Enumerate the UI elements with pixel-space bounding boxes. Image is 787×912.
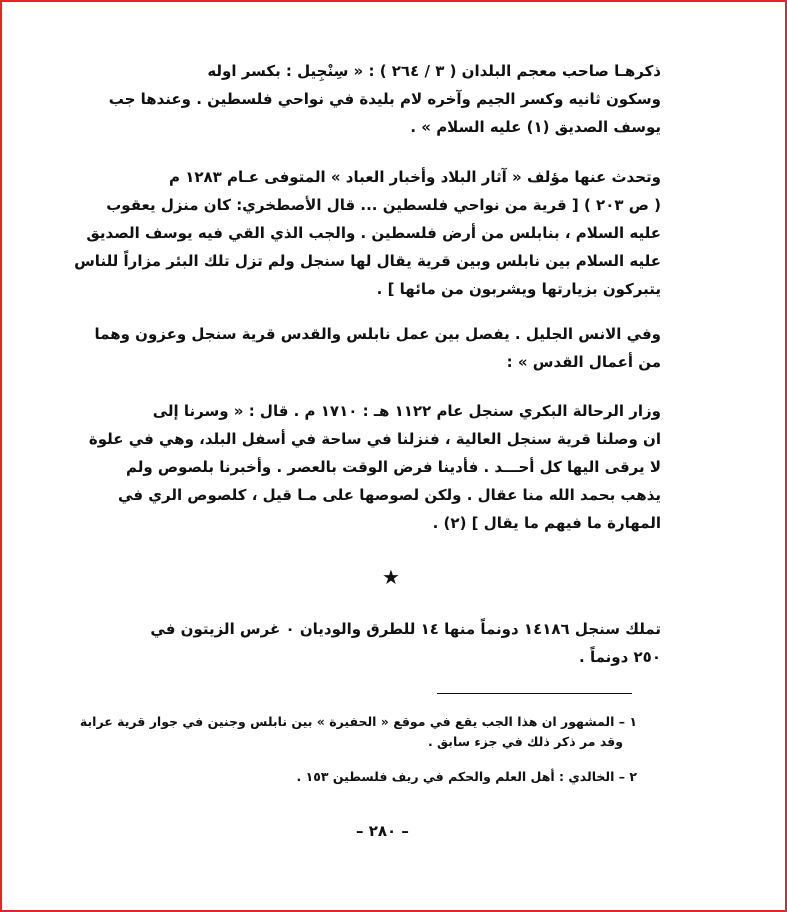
text-line: ( ص ٢٠٣ ) [ قرية من نواحي فلسطين ... قال الأصطخري: كان منزل يعقوب — [106, 196, 661, 214]
paragraph-1 — [108, 57, 661, 141]
footnote-divider — [437, 693, 632, 694]
text-line: عليه السلام بين نابلس وبين قرية يقال لها سنجل ولم تزل تلك البئر مزاراً للناس — [74, 252, 661, 270]
text-line: عليه السلام ، بنابلس من أرض فلسطين . والجب الذي القي فيه يوسف الصديق — [86, 224, 661, 242]
text-line: ذكرهـا صاحب معجم البلدان ( ٣ / ٢٦٤ ) : « سِنْجِيل : بكسر اوله — [207, 62, 661, 80]
text-line: ٢٥٠ دونماً . — [579, 648, 661, 666]
text-line: لا يرقى اليها كل أحـــد . فأدينا فرض الوقت بالعصر . وأخبرنا بلصوص ولم — [125, 458, 661, 476]
footnote-1 — [80, 712, 637, 752]
paragraph-2 — [74, 163, 661, 303]
text-line: وزار الرحالة البكري سنجل عام ١١٢٢ هـ : ١٧١٠ م . قال : « وسرنا إلى — [152, 402, 661, 420]
footnote-line: ٢ – الخالدي : أهل العلم والحكم في ريف فلسطين ١٥٣ . — [296, 769, 637, 784]
text-line: وتحدث عنها مؤلف « آثار البلاد وأخبار العباد » المتوفى عـام ١٢٨٣ م — [168, 168, 661, 186]
footnote-2 — [297, 767, 637, 787]
paragraph-5 — [141, 615, 661, 671]
text-line: ان وصلنا قرية سنجل العالية ، فنزلنا في ساحة في أسفل البلد، وهي في علوة — [88, 430, 661, 448]
footnote-line: ١ – المشهور ان هذا الجب يقع في موقع « الحفيرة » بين نابلس وجنين في جوار قرية عرابة — [79, 714, 637, 729]
page-number: – ٢٨٠ – — [356, 822, 409, 840]
text-line: المهارة ما فيهم ما يقال ] (٢) . — [432, 514, 661, 532]
text-line: يتبركون بزيارتها ويشربون من مائها ] . — [376, 280, 661, 298]
text-line: تملك سنجل ١٤١٨٦ دونماً منها ١٤ للطرق والوديان ٠ غرس الزيتون في — [150, 620, 661, 638]
text-line: وسكون ثانيه وكسر الجيم وآخره لام بليدة في نواحي فلسطين . وعندها جب — [108, 90, 661, 108]
star-separator-icon: ★ — [382, 565, 400, 589]
text-line: يوسف الصديق (١) عليه السلام » . — [410, 118, 661, 136]
text-line: وفي الانس الجليل . يفصل بين عمل نابلس والقدس قرية سنجل وعزون وهما — [94, 325, 661, 343]
text-line: من أعمال القدس » : — [506, 353, 661, 371]
paragraph-3 — [94, 320, 661, 376]
text-line: يذهب بحمد الله منا عقال . ولكن لصوصها على مـا قيل ، كلصوص الري في — [118, 486, 661, 504]
paragraph-4 — [88, 397, 661, 537]
footnote-line: وقد مر ذكر ذلك في جزء سابق . — [427, 734, 623, 749]
